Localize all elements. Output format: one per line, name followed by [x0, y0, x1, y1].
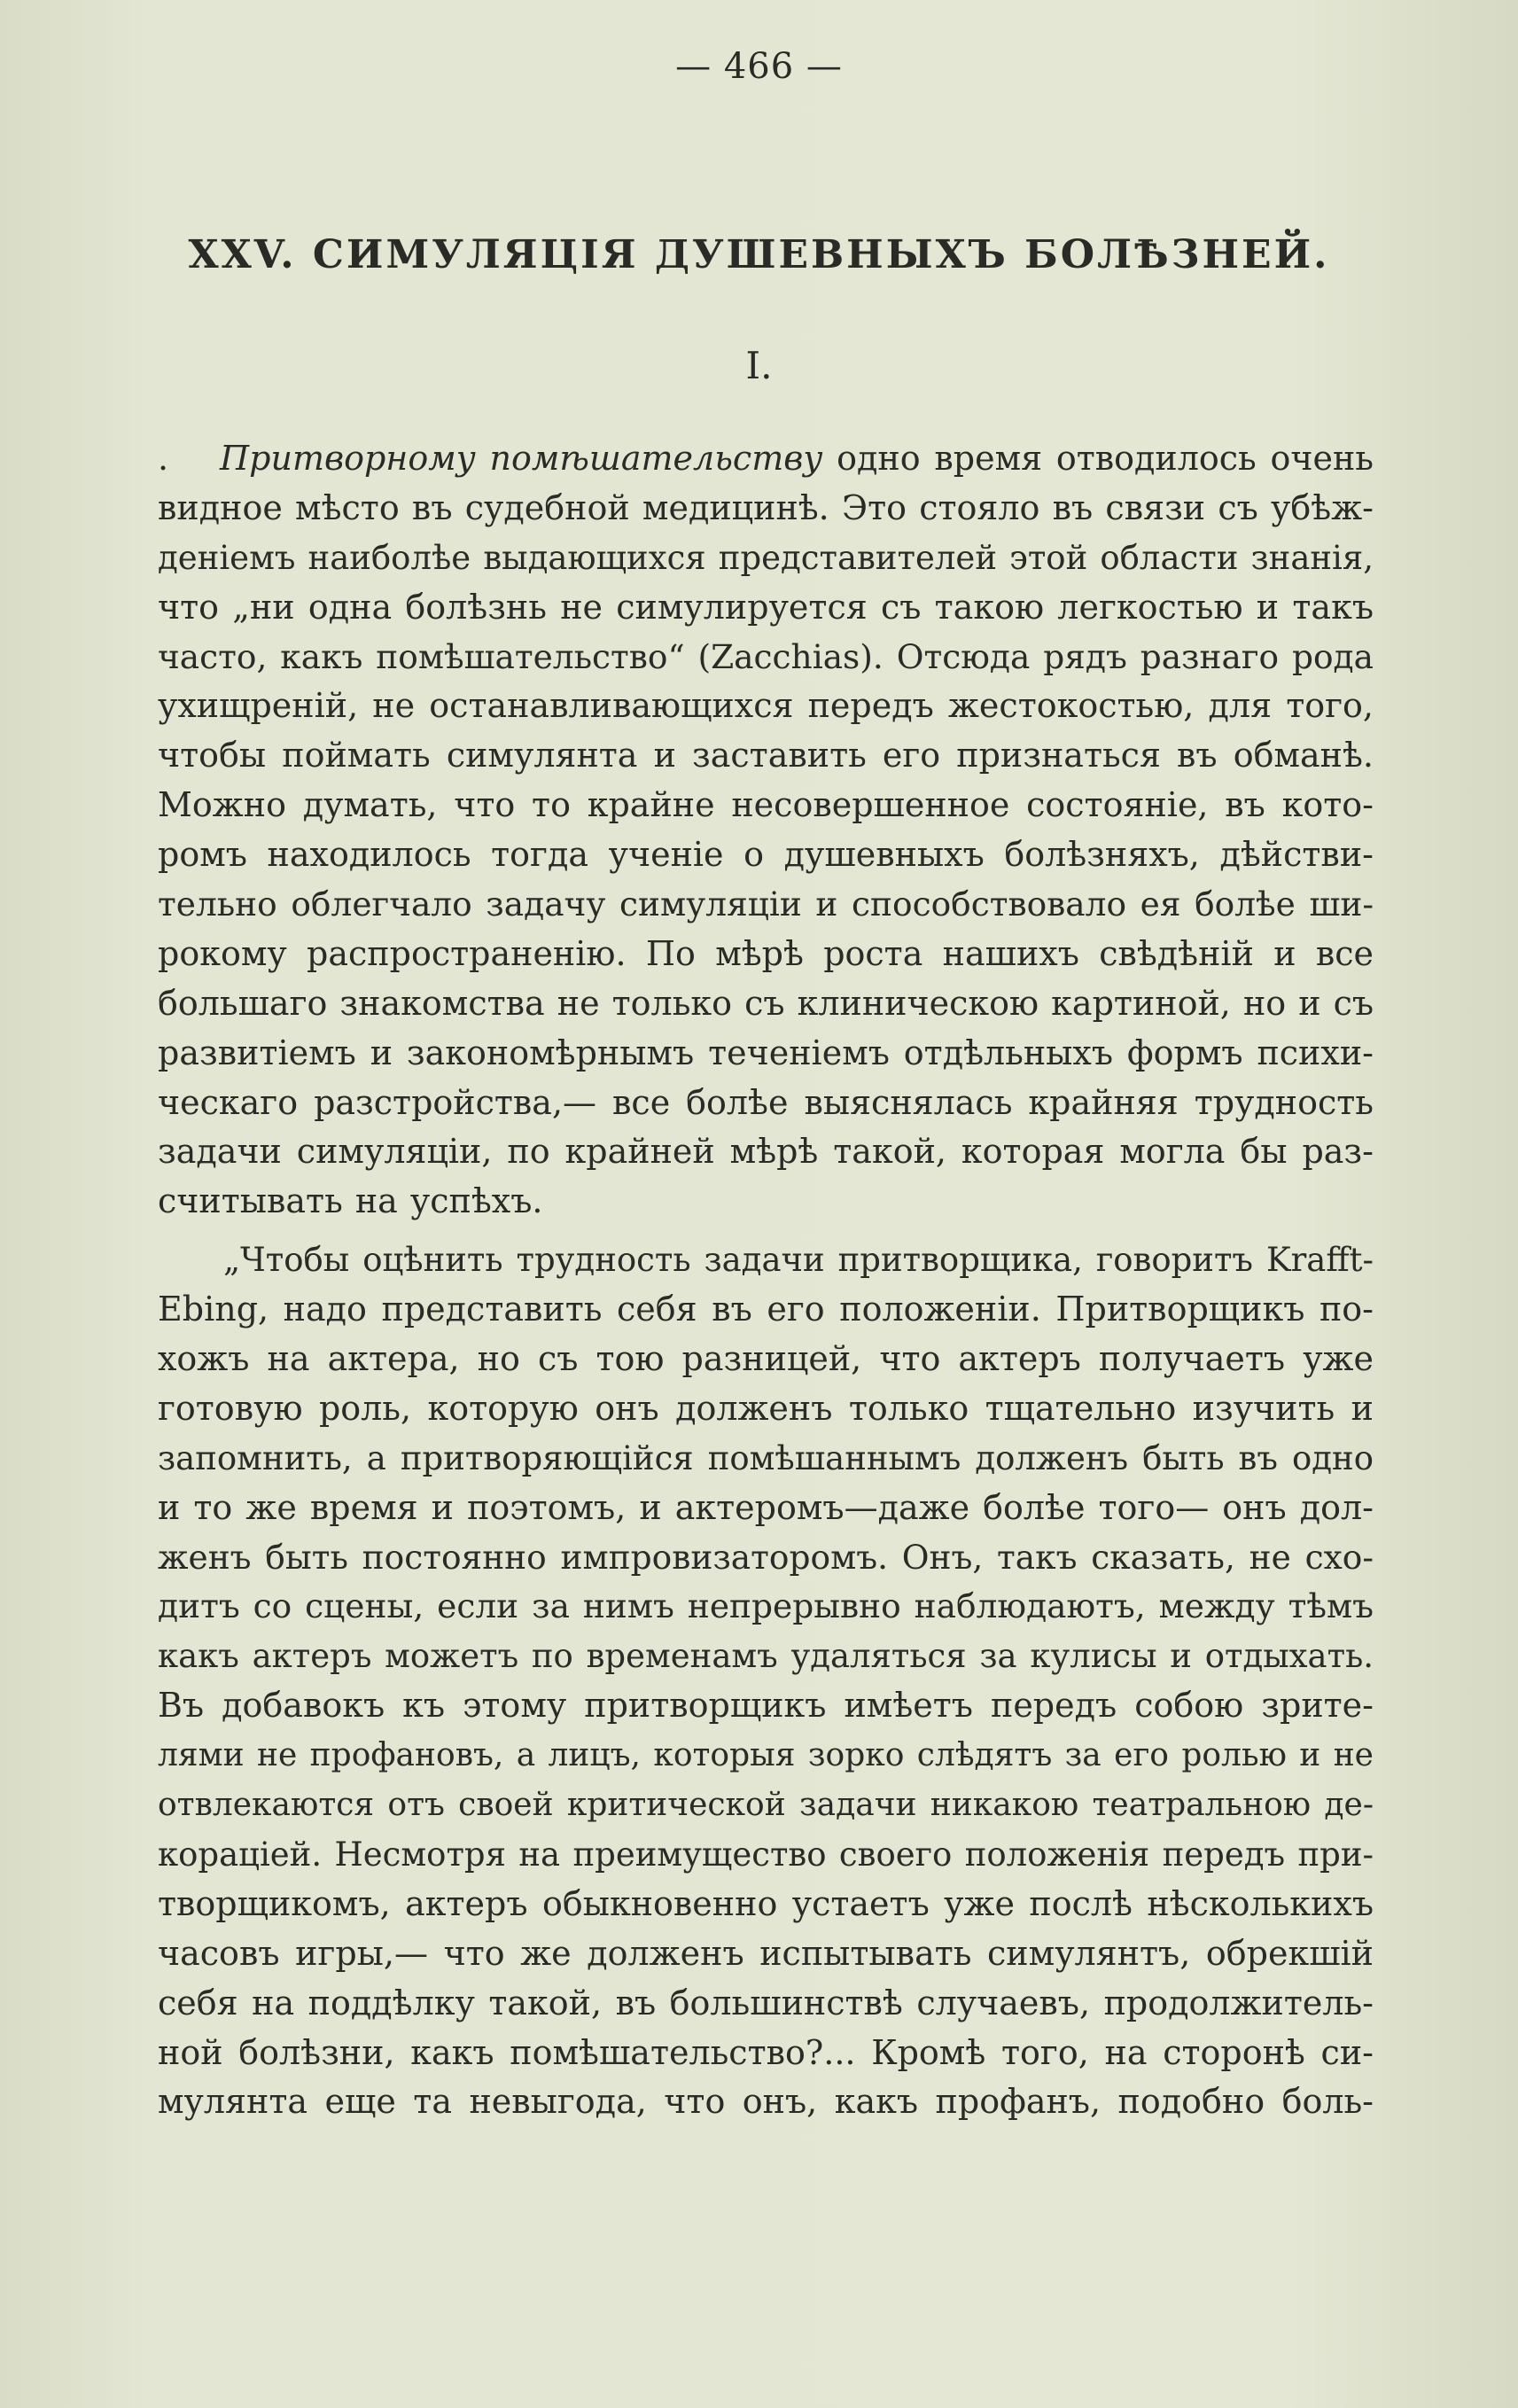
section-number: I.	[745, 344, 773, 387]
text-line: себя на поддѣлку такой, въ большинствѣ случаевъ, продолжитель-	[158, 1983, 1374, 2022]
text-line: лями не профановъ, а лицъ, которыя зорко слѣдятъ за его ролью и не	[158, 1737, 1374, 1774]
text-line: мулянта еще та невыгода, что онъ, какъ профанъ, подобно боль-	[158, 2082, 1374, 2122]
text-line: женъ быть постоянно импровизаторомъ. Онъ, такъ сказать, не схо-	[158, 1537, 1374, 1577]
body-text	[158, 434, 1374, 2127]
leading-mark: .	[158, 439, 169, 478]
text-line: „Чтобы оцѣнить трудность задачи притворщика, говоритъ Krafft-	[223, 1241, 1374, 1280]
paragraph-2	[158, 1235, 1374, 2127]
text-line: видное мѣсто въ судебной медицинѣ. Это стояло въ связи съ убѣж-	[158, 487, 1374, 527]
text-line: рокому распространенію. По мѣрѣ роста нашихъ свѣдѣній и все	[158, 933, 1374, 973]
text-line: запомнить, а притворяющійся помѣшаннымъ долженъ быть въ одно	[158, 1438, 1374, 1477]
text-line: ромъ находилось тогда ученіе о душевныхъ болѣзняхъ, дѣйстви-	[158, 835, 1374, 875]
text-line: ухищреній, не останавливающихся передъ жестокостью, для того,	[158, 686, 1374, 726]
text-line: задачи симуляціи, по крайней мѣрѣ такой, которая могла бы раз-	[158, 1132, 1374, 1172]
text-line: деніемъ наиболѣе выдающихся представителей этой области знанія,	[158, 538, 1374, 577]
text-line: Ebing, надо представить себя въ его положеніи. Притворщикъ по-	[158, 1290, 1374, 1329]
text-line: творщикомъ, актеръ обыкновенно устаетъ уже послѣ нѣсколькихъ	[158, 1883, 1374, 1923]
text-line: развитіемъ и закономѣрнымъ теченіемъ отдѣльныхъ формъ психи-	[158, 1033, 1374, 1072]
text-line	[158, 434, 1374, 484]
chapter-title: XXV. СИМУЛЯЦІЯ ДУШЕВНЫХЪ БОЛѢЗНЕЙ.	[188, 232, 1330, 277]
text-line: готовую роль, которую онъ долженъ только тщательно изучить и	[158, 1388, 1374, 1428]
text-line-rest: одно время отводилось очень	[837, 439, 1374, 478]
italic-phrase: Притворному помѣшательству	[220, 439, 823, 478]
text-line: часто, какъ помѣшательство“ (Zacchias). Отсюда рядъ разнаго рода	[158, 636, 1374, 676]
text-line: тельно облегчало задачу симуляціи и способствовало ея болѣе ши-	[158, 884, 1374, 924]
text-line: считывать на успѣхъ.	[158, 1181, 543, 1221]
paragraph-gap	[158, 1227, 1374, 1235]
text-line: хожъ на актера, но съ тою разницей, что актеръ получаетъ уже	[158, 1339, 1374, 1379]
text-line: чтобы поймать симулянта и заставить его признаться въ обманѣ.	[158, 736, 1374, 775]
page-number: — 466 —	[675, 46, 843, 87]
text-line: ческаго разстройства,— все болѣе выяснялась крайняя трудность	[158, 1082, 1374, 1122]
text-line: дитъ со сцены, если за нимъ непрерывно наблюдаютъ, между тѣмъ	[158, 1586, 1374, 1626]
text-line: какъ актеръ можетъ по временамъ удаляться за кулисы и отдыхать.	[158, 1637, 1374, 1676]
text-line: и то же время и поэтомъ, и актеромъ—даже болѣе того— онъ дол-	[158, 1487, 1374, 1527]
text-line: что „ни одна болѣзнь не симулируется съ такою легкостью и такъ	[158, 587, 1374, 627]
text-line: ной болѣзни, какъ помѣшательство?... Кромѣ того, на сторонѣ си-	[158, 2032, 1374, 2072]
text-line: Въ добавокъ къ этому притворщикъ имѣетъ передъ собою зрите-	[158, 1686, 1374, 1726]
paragraph-1	[158, 434, 1374, 1227]
text-line: отвлекаются отъ своей критической задачи никакою театральною де-	[158, 1787, 1374, 1824]
text-line: большаго знакомства не только съ клиническою картиной, но и съ	[158, 983, 1374, 1023]
text-line: кораціей. Несмотря на преимущество своего положенія передъ при-	[158, 1835, 1374, 1874]
text-line: Можно думать, что то крайне несовершенное состояніе, въ кото-	[158, 785, 1374, 825]
text-line: часовъ игры,— что же долженъ испытывать симулянтъ, обрекшій	[158, 1933, 1374, 1973]
